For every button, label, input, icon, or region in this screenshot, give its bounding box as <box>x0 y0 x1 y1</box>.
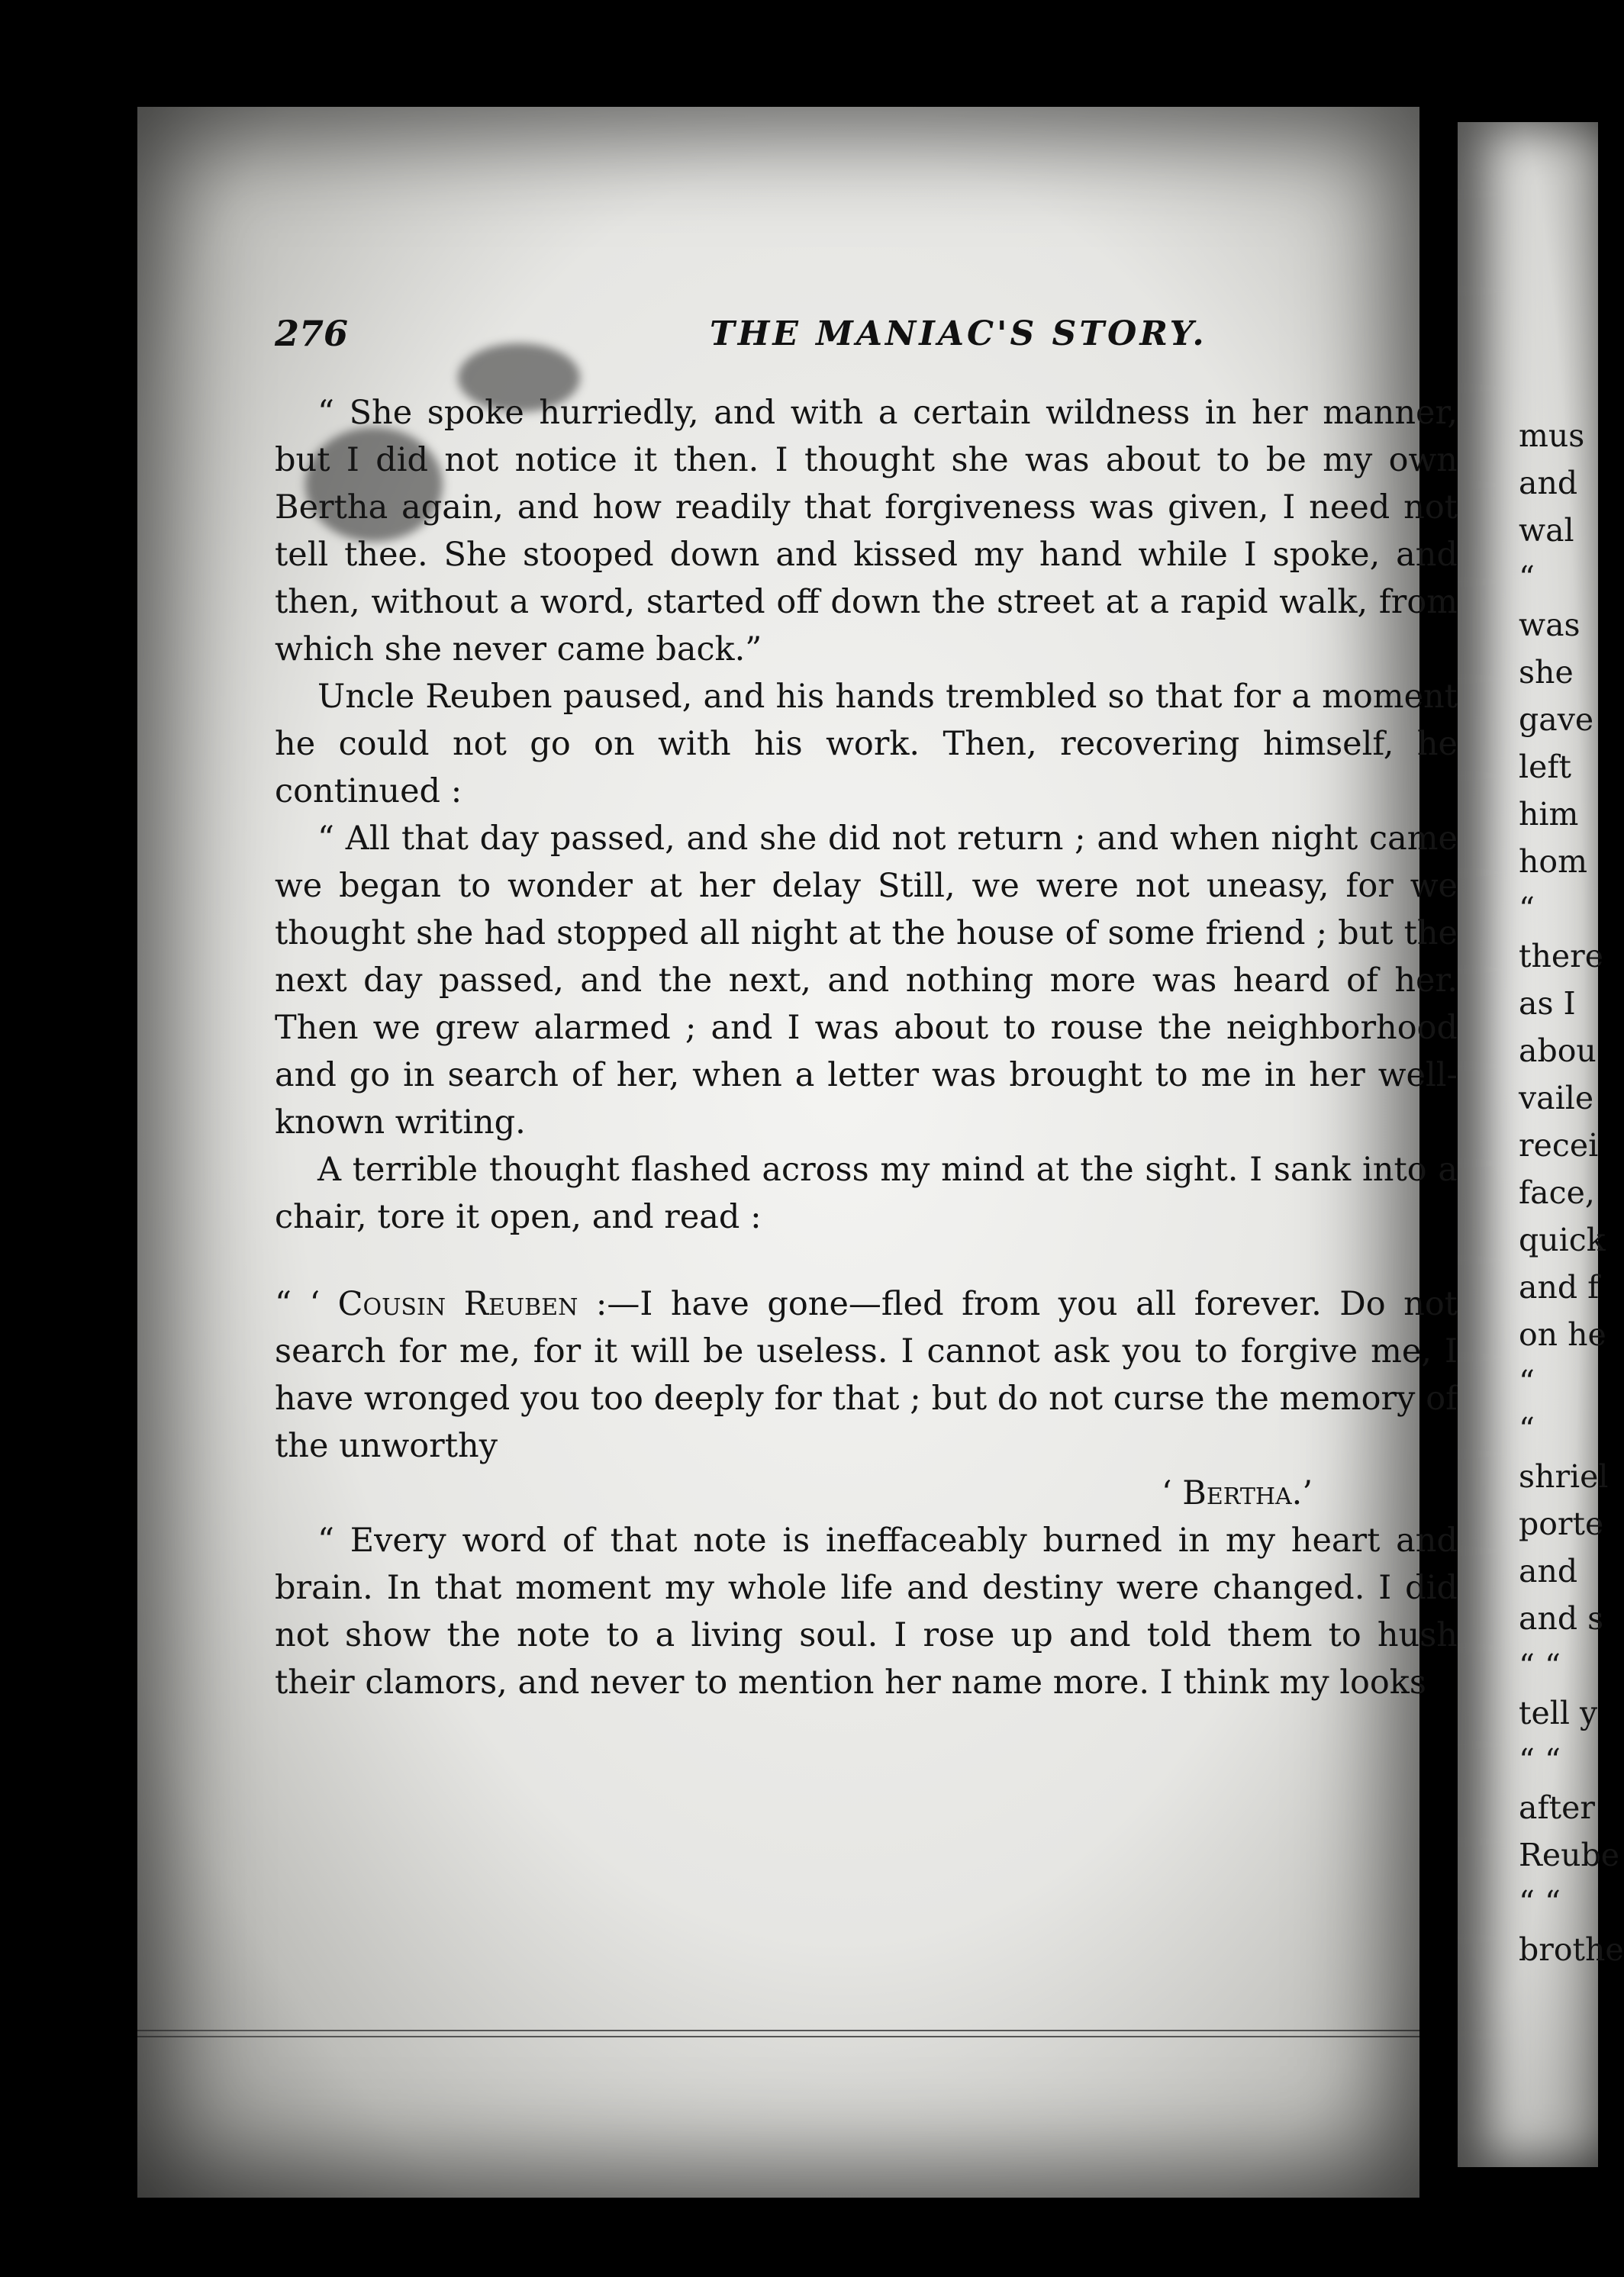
right-page-text <box>1519 412 1624 1973</box>
right-page-line: on he <box>1519 1316 1606 1353</box>
right-page-line: brothe <box>1519 1931 1624 1968</box>
letter-text <box>275 1280 1458 1470</box>
right-page-line: “ <box>1519 1411 1535 1448</box>
right-page-line: quick <box>1519 1222 1606 1258</box>
letter <box>275 1280 1458 1517</box>
right-page-line: after <box>1519 1789 1595 1826</box>
right-page-line: shriel <box>1519 1458 1609 1495</box>
bottom-rule <box>137 2030 1419 2037</box>
right-page-line: left <box>1519 749 1572 785</box>
right-page-line: “ <box>1519 1364 1535 1400</box>
right-page-line: face, <box>1519 1174 1595 1211</box>
right-page-line: gave <box>1519 701 1594 738</box>
right-page-line: she <box>1519 654 1574 691</box>
page-number: 276 <box>275 313 349 354</box>
right-page-line: tell y <box>1519 1695 1598 1731</box>
letter-signature: ‘ Bertha.’ <box>1161 1474 1313 1512</box>
paragraph: “ All that day passed, and she did not return ; and when night came we began to wonder at her delay Still, we were not uneasy, for we thought she had stopped all night at the house of some friend ; but the next day passed, and the next, and nothing more was heard of her. Then we grew alarmed ; and I was about to rouse the neighborhood and go in search of her, when a letter was brought to me in her well-known writing. <box>275 820 1458 1142</box>
right-page-line: was <box>1519 607 1580 643</box>
right-page-line: Reube <box>1519 1837 1620 1873</box>
right-page-line: “ “ <box>1519 1647 1561 1684</box>
right-page-line: “ “ <box>1519 1742 1561 1779</box>
right-page-line: “ <box>1519 891 1535 927</box>
right-page-line: vaile <box>1519 1080 1594 1116</box>
letter-salutation: “ ‘ Cousin Reuben : <box>275 1285 607 1323</box>
page-header <box>275 313 1465 382</box>
right-page-line: porte <box>1519 1506 1604 1542</box>
right-page-line: mus <box>1519 417 1585 454</box>
right-page-line: and <box>1519 1553 1578 1589</box>
right-page-line: recei <box>1519 1127 1599 1164</box>
paragraph: “ Every word of that note is ineffaceably burned in my heart and brain. In that moment my whole life and destiny were changed. I did not show the note to a living soul. I rose up and told them to hush their clamors, and never to mention her name more. I think my looks <box>275 1522 1458 1702</box>
right-page <box>1458 122 1624 2167</box>
right-page-line: wal <box>1519 512 1574 549</box>
right-page-line: him <box>1519 796 1579 833</box>
paragraph: A terrible thought flashed across my mind at the sight. I sank into a chair, tore it open, and read : <box>275 1151 1458 1236</box>
right-page-line: hom <box>1519 843 1587 880</box>
left-page <box>137 107 1458 2198</box>
right-page-line: and f <box>1519 1269 1600 1306</box>
letter-body: —I have gone—fled from you all forever. Do not search for me, for it will be useless. I cannot ask you to forgive me, I have wronged you too deeply for that ; but do not curse the memory of the unworthy <box>275 1285 1458 1465</box>
running-head: THE MANIAC'S STORY. <box>710 314 1207 353</box>
right-page-line: there <box>1519 938 1604 974</box>
right-page-line: and s <box>1519 1600 1604 1637</box>
right-page-line: abou <box>1519 1032 1597 1069</box>
body-text <box>275 389 1458 1706</box>
right-page-line: as I <box>1519 985 1576 1022</box>
right-page-line: “ “ <box>1519 1884 1561 1921</box>
paragraph: “ She spoke hurriedly, and with a certain wildness in her manner, but I did not notice it then. I thought she was about to be my own Bertha again, and how readily that forgiveness was given, I need not tell thee. She stooped down and kissed my hand while I spoke, and then, without a word, started off down the street at a rapid walk, from which she never came back.” <box>275 394 1458 668</box>
right-page-line: “ <box>1519 559 1535 596</box>
right-page-line: and <box>1519 465 1578 501</box>
paragraph: Uncle Reuben paused, and his hands trembled so that for a moment he could not go on with his work. Then, recovering himself, he continued : <box>275 678 1458 810</box>
